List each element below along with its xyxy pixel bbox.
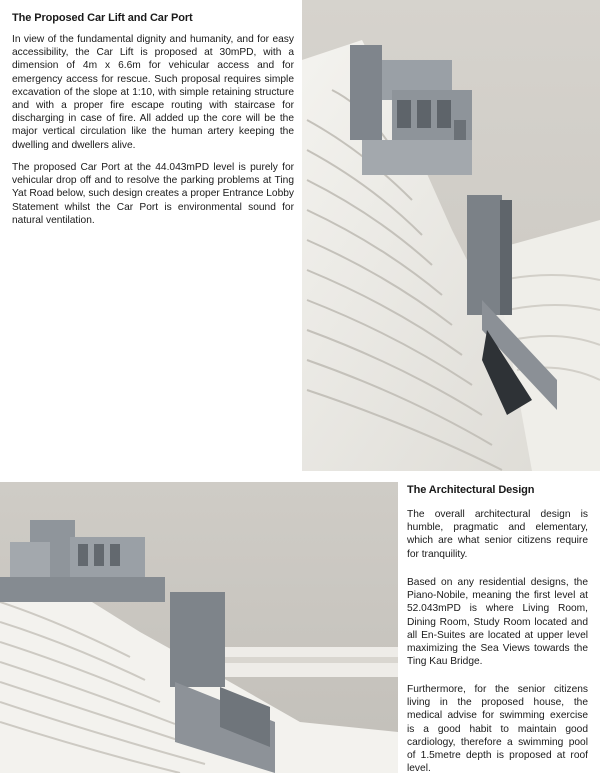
- architectural-paragraph-1: The overall architectural design is humble, pragmatic and elementary, which are what senior citizens require for tranquility.: [407, 509, 588, 560]
- car-lift-heading: The Proposed Car Lift and Car Port: [12, 12, 193, 24]
- model-photo-bottom: [0, 482, 398, 773]
- architectural-paragraph-3: Furthermore, for the senior citizens living in the proposed house, the medical advise for swimming exercise is a good habit to maintain good cardiology, therefore a swimming pool of 1.5metre depth is proposed at roof level.: [407, 684, 588, 775]
- model-photo-top: [302, 0, 600, 471]
- car-lift-paragraph: In view of the fundamental dignity and humanity, and for easy accessibility, the Car Lift is proposed at 30mPD, with a dimension of 4m x 6.6m for vehicular access and for emergency access for rescue. Such proposal requires simple excavation of the slope at 1:10, with simple retaining structure and with a proper fire escape routing with staircase for discharging in case of fire. All added up the core will be the major vertical circulation like the human artery keeping the dwelling and dwellers alive.: [12, 34, 294, 151]
- architectural-design-heading: The Architectural Design: [407, 484, 535, 496]
- architectural-paragraph-2: Based on any residential designs, the Piano-Nobile, meaning the first level at 52.043mPD is where Living Room, Dining Room, Study Room located and all En-Suites are located at upper level maximizing the Sea Views towards the Ting Kau Bridge.: [407, 577, 588, 668]
- car-port-paragraph: The proposed Car Port at the 44.043mPD level is purely for vehicular drop off and to resolve the parking problems at Ting Yat Road below, such design creates a proper Entrance Lobby Statement whilst the Car Port is environmental sound for natural ventilation.: [12, 162, 294, 226]
